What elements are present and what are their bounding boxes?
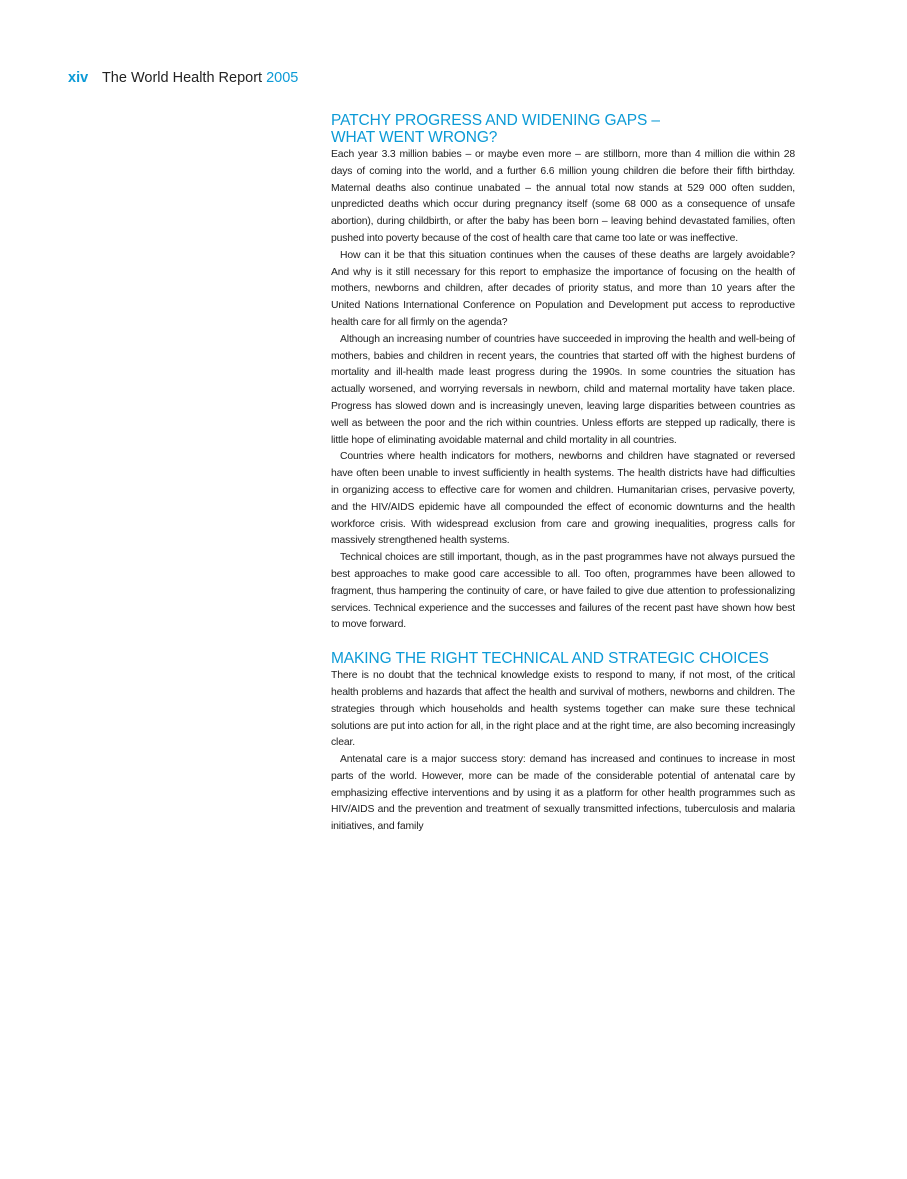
main-content xyxy=(331,112,795,836)
report-year: 2005 xyxy=(266,70,299,86)
section-heading-line: WHAT WENT WRONG? xyxy=(331,129,498,146)
section-patchy-progress xyxy=(331,112,795,634)
body-paragraph: Although an increasing number of countries have succeeded in improving the health and well-being of mothers, babies and children in recent years, the countries that started off with the highest burdens of mortality and ill-health made least progress during the 1990s. In some countries the situation has actually worsened, and worrying reversals in newborn, child and maternal mortality have taken place. Progress has slowed down and is increasingly uneven, leaving large disparities between countries as well as between the poor and the rich within countries. Unless efforts are stepped up radically, there is little hope of eliminating avoidable maternal and child mortality in all countries. xyxy=(331,333,795,446)
body-paragraph: Countries where health indicators for mothers, newborns and children have stagnated or reversed have often been unable to invest sufficiently in health systems. The health districts have had difficulties in organizing access to effective care for women and children. Humanitarian crises, pervasive poverty, and the HIV/AIDS epidemic have all compounded the effect of economic downturns and the health workforce crisis. With widespread exclusion from care and growing inequalities, progress calls for massively strengthened health systems. xyxy=(331,451,795,547)
section-heading-line: PATCHY PROGRESS AND WIDENING GAPS – xyxy=(331,112,660,129)
body-paragraph: Technical choices are still important, though, as in the past programmes have not always pursued the best approaches to make good care accessible to all. Too often, programmes have been allowed to fragment, thus hampering the continuity of care, or have failed to give due attention to professionalizing services. Technical experience and the successes and failures of the recent past have shown how best to move forward. xyxy=(331,552,795,631)
body-paragraph: How can it be that this situation continues when the causes of these deaths are largely avoidable? And why is it still necessary for this report to emphasize the importance of focusing on the health of mothers, newborns and children, after decades of priority status, and more than 10 years after the United Nations International Conference on Population and Development put access to reproductive health care for all firmly on the agenda? xyxy=(331,249,795,328)
section-technical-choices xyxy=(331,650,795,836)
running-header xyxy=(68,69,298,87)
section-heading xyxy=(331,650,795,667)
section-heading-line: MAKING THE RIGHT TECHNICAL AND STRATEGIC CHOICES xyxy=(331,650,769,668)
section-body xyxy=(331,668,795,836)
page-number: xiv xyxy=(68,70,89,86)
section-body xyxy=(331,147,795,634)
section-heading xyxy=(331,112,795,146)
report-title: The World Health Report xyxy=(101,70,263,86)
body-paragraph: Antenatal care is a major success story: demand has increased and continues to increase in most parts of the world. However, more can be made of the considerable potential of antenatal care by emphasizing effective interventions and by using it as a platform for other health programmes such as HIV/AIDS and the prevention and treatment of sexually transmitted infections, tuberculosis and malaria initiatives, and family xyxy=(331,754,795,833)
body-paragraph: There is no doubt that the technical knowledge exists to respond to many, if not most, of the critical health problems and hazards that affect the health and survival of mothers, newborns and children. The strategies through which households and health systems together can make sure these technical solutions are put into action for all, in the right place and at the right time, are also becoming increasingly clear. xyxy=(331,670,795,749)
body-paragraph: Each year 3.3 million babies – or maybe even more – are stillborn, more than 4 million die within 28 days of coming into the world, and a further 6.6 million young children die before their fifth birthday. Maternal deaths also continue unabated – the annual total now stands at 529 000 often sudden, unpredicted deaths which occur during pregnancy itself (some 68 000 as a consequence of unsafe abortion), during childbirth, or after the baby has been born – leaving behind devastated families, often pushed into poverty because of the cost of health care that came too late or was ineffective. xyxy=(331,149,795,244)
